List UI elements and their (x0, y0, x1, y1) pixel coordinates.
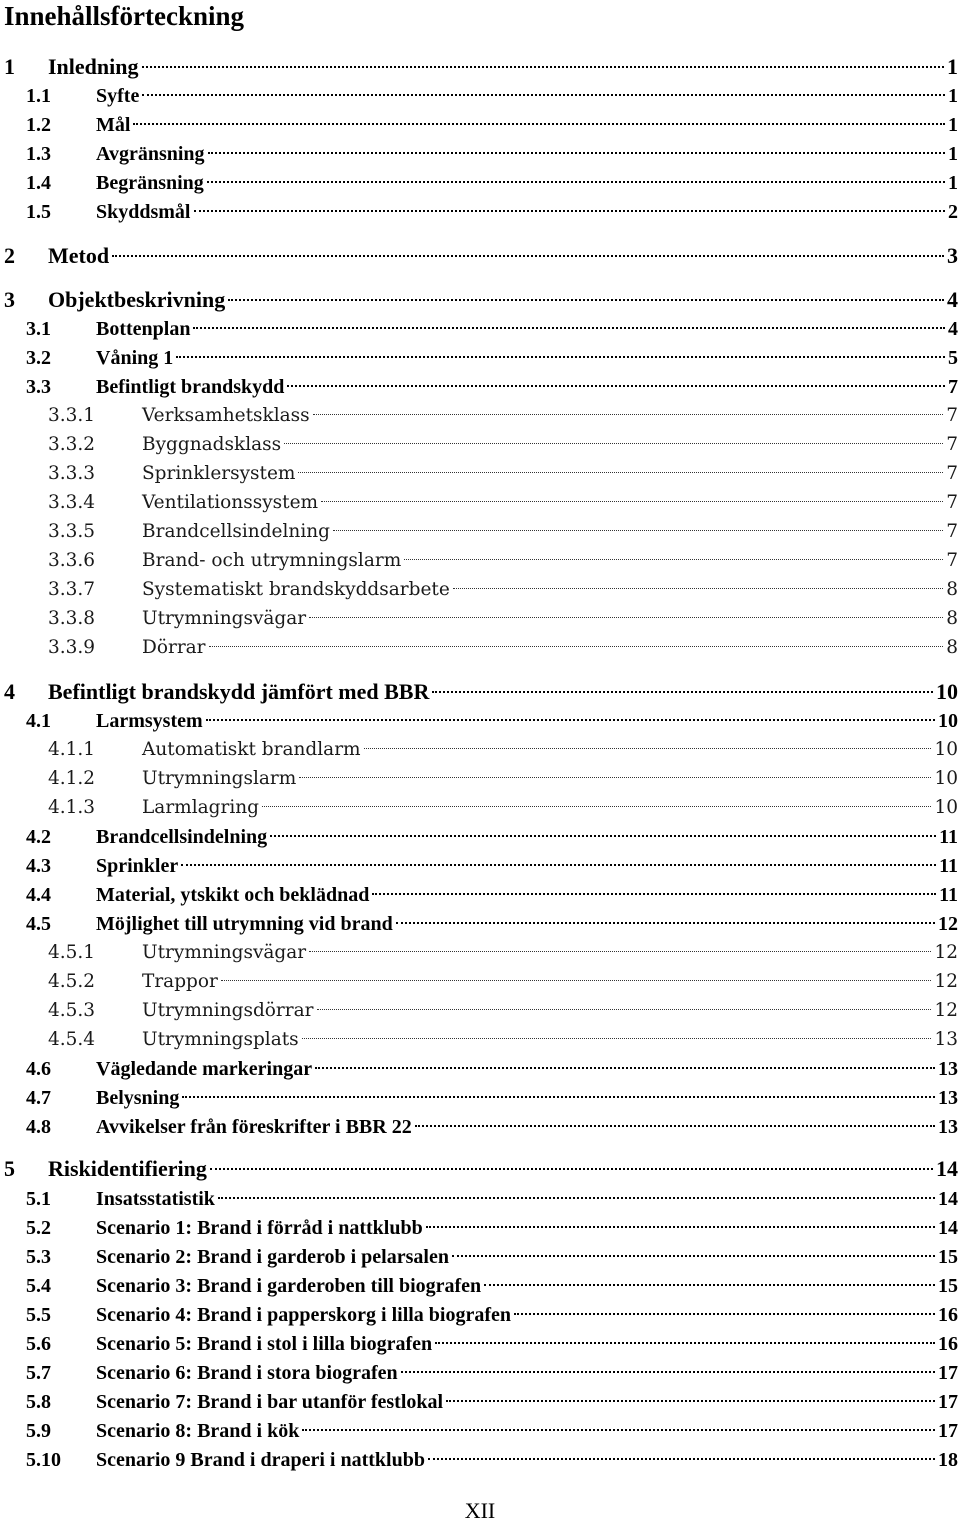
toc-entry-title: Dörrar (142, 637, 206, 658)
toc-entry-page: 7 (948, 376, 958, 398)
toc-entry[interactable] (0, 678, 960, 706)
dot-leader (209, 646, 944, 647)
dot-leader (284, 443, 943, 444)
toc-entry[interactable] (0, 286, 960, 314)
toc-entry-number: 3.1 (26, 318, 51, 340)
dot-leader (176, 356, 945, 358)
dot-leader (194, 210, 946, 212)
dot-leader (514, 1313, 935, 1315)
toc-entry-title: Skyddsmål (96, 201, 191, 223)
toc-entry-number: 4.8 (26, 1116, 51, 1138)
toc-entry-number: 4.5.4 (48, 1029, 96, 1050)
toc-entry-page: 1 (948, 172, 958, 194)
toc-entry[interactable] (0, 852, 960, 880)
dot-leader (299, 777, 931, 778)
toc-entry-page: 10 (938, 710, 958, 732)
toc-entry-title: Scenario 1: Brand i förråd i nattklubb (96, 1217, 423, 1239)
toc-entry-title: Scenario 4: Brand i papperskorg i lilla biografen (96, 1304, 512, 1326)
toc-entry[interactable] (0, 344, 960, 372)
toc-entry-page: 14 (938, 1217, 958, 1239)
toc-entry-number: 5.8 (26, 1391, 51, 1413)
toc-entry-title: Scenario 9 Brand i draperi i nattklubb (96, 1449, 425, 1471)
toc-entry[interactable] (0, 1084, 960, 1112)
toc-entry[interactable] (0, 1214, 960, 1242)
dot-leader (270, 835, 936, 837)
toc-entry-number: 5.4 (26, 1275, 51, 1297)
toc-entry[interactable] (0, 1113, 960, 1141)
toc-entry-title: Avvikelser från föreskrifter i BBR 22 (96, 1116, 412, 1138)
toc-entry-title: Avgränsning (96, 143, 205, 165)
toc-entry-title: Utrymningsdörrar (142, 1000, 314, 1021)
toc-entry-number: 3.3.1 (48, 405, 96, 426)
dot-leader (262, 806, 931, 807)
toc-entry-page: 10 (934, 797, 958, 818)
toc-entry-number: 4.5 (26, 913, 51, 935)
toc-entry-title: Byggnadsklass (142, 434, 282, 455)
toc-entry-title: Syfte (96, 85, 140, 107)
toc-entry-title: Brandcellsindelning (142, 521, 330, 542)
toc-entry-title: Larmsystem (96, 710, 203, 732)
toc-entry-number: 3.3.7 (48, 579, 96, 600)
dot-leader (210, 1168, 933, 1170)
dot-leader (208, 152, 945, 154)
toc-entry-title: Våning 1 (96, 347, 174, 369)
toc-entry-title: Sprinklersystem (142, 463, 296, 484)
toc-entry-title: Automatiskt brandlarm (142, 739, 361, 760)
toc-entry-title: Bottenplan (96, 318, 191, 340)
toc-entry-number: 4.1.3 (48, 797, 96, 818)
dot-leader (228, 299, 944, 301)
toc-entry-title: Mål (96, 114, 131, 136)
toc-entry-number: 1 (4, 54, 15, 79)
toc-entry-page: 18 (938, 1449, 958, 1471)
toc-entry[interactable] (0, 431, 960, 459)
toc-entry-page: 14 (936, 1156, 958, 1181)
dot-leader (317, 1009, 932, 1010)
dot-leader (112, 255, 944, 257)
dot-leader (432, 691, 933, 693)
toc-entry-page: 12 (938, 913, 958, 935)
toc-entry-number: 5.10 (26, 1449, 61, 1471)
toc-entry-number: 3.3 (26, 376, 51, 398)
toc-entry[interactable] (0, 111, 960, 139)
dot-leader (315, 1067, 935, 1069)
dot-leader (364, 748, 932, 749)
toc-entry-page: 13 (938, 1087, 958, 1109)
toc-entry-title: Scenario 7: Brand i bar utanför festlokal (96, 1391, 444, 1413)
toc-entry-number: 3.3.2 (48, 434, 96, 455)
toc-entry-title: Objektbeskrivning (48, 287, 226, 312)
toc-entry[interactable] (0, 1359, 960, 1387)
toc-entry[interactable] (0, 794, 960, 822)
toc-entry-title: Möjlighet till utrymning vid brand (96, 913, 393, 935)
dot-leader (415, 1125, 935, 1127)
toc-entry[interactable] (0, 402, 960, 430)
toc-entry-number: 4.1.2 (48, 768, 96, 789)
toc-entry-title: Scenario 6: Brand i stora biografen (96, 1362, 398, 1384)
toc-entry-number: 5.5 (26, 1304, 51, 1326)
toc-entry-title: Utrymningsplats (142, 1029, 299, 1050)
dot-leader (426, 1226, 935, 1228)
toc-entry-title: Trappor (142, 971, 218, 992)
toc-entry-page: 7 (946, 550, 958, 571)
toc-entry-number: 5.6 (26, 1333, 51, 1355)
toc-entry-page: 11 (939, 826, 958, 848)
toc-entry[interactable] (0, 1055, 960, 1083)
toc-entry[interactable] (0, 634, 960, 662)
dot-leader (142, 94, 945, 96)
dot-leader (302, 1038, 932, 1039)
dot-leader (396, 922, 935, 924)
toc-entry-page: 7 (946, 434, 958, 455)
dot-leader (435, 1342, 935, 1344)
toc-entry-page: 10 (934, 739, 958, 760)
dot-leader (207, 181, 945, 183)
toc-entry-page: 11 (939, 855, 958, 877)
toc-entry-page: 3 (947, 243, 958, 268)
toc-entry[interactable] (0, 1185, 960, 1213)
toc-entry-title: Verksamhetsklass (142, 405, 310, 426)
toc-entry[interactable] (0, 315, 960, 343)
dot-leader (372, 893, 936, 895)
toc-entry[interactable] (0, 736, 960, 764)
toc-entry-page: 5 (948, 347, 958, 369)
toc-entry-page: 14 (938, 1188, 958, 1210)
toc-entry[interactable] (0, 460, 960, 488)
dot-leader (298, 472, 943, 473)
toc-entry-page: 8 (946, 637, 958, 658)
toc-entry-page: 12 (934, 1000, 958, 1021)
toc-entry[interactable] (0, 910, 960, 938)
toc-entry[interactable] (0, 53, 960, 81)
toc-entry-number: 3.3.5 (48, 521, 96, 542)
toc-entry-page: 1 (948, 85, 958, 107)
dot-leader (309, 951, 931, 952)
toc-entry-page: 10 (934, 768, 958, 789)
toc-entry[interactable] (0, 1026, 960, 1054)
toc-entry[interactable] (0, 1417, 960, 1445)
toc-entry-title: Material, ytskikt och beklädnad (96, 884, 370, 906)
toc-entry-number: 3.3.4 (48, 492, 96, 513)
toc-entry-number: 5.9 (26, 1420, 51, 1442)
toc-entry[interactable] (0, 1446, 960, 1474)
toc-entry-page: 2 (948, 201, 958, 223)
toc-entry-number: 5.1 (26, 1188, 51, 1210)
toc-entry[interactable] (0, 198, 960, 226)
toc-entry-title: Larmlagring (142, 797, 260, 818)
toc-entry[interactable] (0, 489, 960, 517)
toc-entry-title: Riskidentifiering (48, 1156, 207, 1181)
toc-entry-number: 4.4 (26, 884, 51, 906)
toc-entry-page: 10 (936, 679, 958, 704)
dot-leader (309, 617, 943, 618)
toc-entry-number: 5.2 (26, 1217, 51, 1239)
toc-entry-number: 1.3 (26, 143, 51, 165)
toc-entry-page: 13 (938, 1116, 958, 1138)
toc-entry-page: 15 (938, 1275, 958, 1297)
toc-entry-page: 1 (948, 114, 958, 136)
toc-entry-number: 4.3 (26, 855, 51, 877)
toc-entry-page: 12 (934, 971, 958, 992)
toc-entry-title: Metod (48, 243, 110, 268)
toc-entry-number: 1.2 (26, 114, 51, 136)
toc-entry-number: 1.5 (26, 201, 51, 223)
toc-entry-title: Sprinkler (96, 855, 179, 877)
toc-entry-title: Scenario 2: Brand i garderob i pelarsalen (96, 1246, 449, 1268)
toc-entry-page: 17 (938, 1362, 958, 1384)
toc-entry[interactable] (0, 242, 960, 270)
toc-entry[interactable] (0, 576, 960, 604)
toc-entry-number: 2 (4, 243, 15, 268)
toc-entry-number: 3.2 (26, 347, 51, 369)
toc-entry-title: Insatsstatistik (96, 1188, 215, 1210)
dot-leader (193, 327, 945, 329)
toc-entry-page: 16 (938, 1304, 958, 1326)
toc-entry-title: Belysning (96, 1087, 180, 1109)
dot-leader (142, 66, 945, 68)
toc-entry-page: 7 (946, 405, 958, 426)
toc-entry-page: 7 (946, 521, 958, 542)
dot-leader (182, 1096, 935, 1098)
toc-entry[interactable] (0, 1155, 960, 1183)
toc-entry[interactable] (0, 547, 960, 575)
toc-entry[interactable] (0, 1330, 960, 1358)
toc-entry-number: 3.3.6 (48, 550, 96, 571)
toc-entry-number: 4.6 (26, 1058, 51, 1080)
dot-leader (221, 980, 932, 981)
toc-entry-number: 3.3.9 (48, 637, 96, 658)
dot-leader (484, 1284, 935, 1286)
dot-leader (321, 501, 943, 502)
toc-entry-title: Begränsning (96, 172, 204, 194)
toc-entry-number: 3.3.8 (48, 608, 96, 629)
toc-entry-title: Befintligt brandskydd (96, 376, 285, 398)
toc-entry-page: 1 (947, 54, 958, 79)
toc-entry[interactable] (0, 968, 960, 996)
toc-entry[interactable] (0, 823, 960, 851)
toc-entry-title: Utrymningsvägar (142, 942, 307, 963)
toc-entry[interactable] (0, 605, 960, 633)
toc-entry[interactable] (0, 707, 960, 735)
toc-entry-page: 11 (939, 884, 958, 906)
toc-entry-title: Inledning (48, 54, 139, 79)
toc-entry[interactable] (0, 1243, 960, 1271)
toc-entry-page: 8 (946, 608, 958, 629)
dot-leader (313, 414, 944, 415)
toc-entry-number: 4.2 (26, 826, 51, 848)
toc-entry[interactable] (0, 1301, 960, 1329)
dot-leader (452, 1255, 935, 1257)
toc-entry-page: 15 (938, 1246, 958, 1268)
toc-entry-number: 4 (4, 679, 15, 704)
toc-entry-page: 7 (946, 492, 958, 513)
toc-entry-number: 4.5.3 (48, 1000, 96, 1021)
toc-entry-title: Scenario 8: Brand i kök (96, 1420, 300, 1442)
toc-entry[interactable] (0, 1388, 960, 1416)
dot-leader (453, 588, 943, 589)
toc-entry[interactable] (0, 765, 960, 793)
toc-entry-title: Vägledande markeringar (96, 1058, 313, 1080)
toc-entry-page: 13 (934, 1029, 958, 1050)
toc-entry[interactable] (0, 1272, 960, 1300)
toc-entry-title: Systematiskt brandskyddsarbete (142, 579, 450, 600)
dot-leader (302, 1429, 935, 1431)
toc-entry[interactable] (0, 373, 960, 401)
dot-leader (404, 559, 943, 560)
toc-entry-number: 5 (4, 1156, 15, 1181)
page-number: XII (464, 1498, 496, 1523)
toc-entry[interactable] (0, 997, 960, 1025)
toc-entry[interactable] (0, 518, 960, 546)
toc-entry-number: 1.1 (26, 85, 51, 107)
toc-entry-page: 4 (947, 287, 958, 312)
toc-entry-number: 3 (4, 287, 15, 312)
toc-entry-page: 13 (938, 1058, 958, 1080)
dot-leader (333, 530, 943, 531)
toc-entry-title: Scenario 3: Brand i garderoben till biografen (96, 1275, 482, 1297)
toc-entry-title: Brandcellsindelning (96, 826, 268, 848)
toc-entry-title: Scenario 5: Brand i stol i lilla biografen (96, 1333, 433, 1355)
toc-heading: Innehållsförteckning (4, 1, 245, 31)
toc-entry-number: 4.7 (26, 1087, 51, 1109)
dot-leader (218, 1197, 935, 1199)
toc-entry-page: 8 (946, 579, 958, 600)
toc-entry-title: Utrymningsvägar (142, 608, 307, 629)
dot-leader (181, 864, 936, 866)
toc-entry-number: 4.5.2 (48, 971, 96, 992)
toc-entry[interactable] (0, 881, 960, 909)
toc-entry-page: 17 (938, 1420, 958, 1442)
toc-entry[interactable] (0, 939, 960, 967)
dot-leader (287, 385, 945, 387)
toc-entry-page: 12 (934, 942, 958, 963)
toc-entry-page: 7 (946, 463, 958, 484)
toc-entry-number: 3.3.3 (48, 463, 96, 484)
toc-entry-number: 4.5.1 (48, 942, 96, 963)
toc-entry-page: 16 (938, 1333, 958, 1355)
toc-entry-number: 1.4 (26, 172, 51, 194)
toc-entry-number: 5.3 (26, 1246, 51, 1268)
toc-entry[interactable] (0, 169, 960, 197)
toc-entry-page: 4 (948, 318, 958, 340)
toc-entry-number: 5.7 (26, 1362, 51, 1384)
toc-entry[interactable] (0, 140, 960, 168)
dot-leader (206, 719, 935, 721)
toc-entry-title: Brand- och utrymningslarm (142, 550, 402, 571)
dot-leader (428, 1458, 935, 1460)
toc-entry-title: Befintligt brandskydd jämfört med BBR (48, 679, 430, 704)
toc-entry-number: 4.1 (26, 710, 51, 732)
toc-entry-page: 17 (938, 1391, 958, 1413)
toc-entry-title: Utrymningslarm (142, 768, 297, 789)
toc-entry-page: 1 (948, 143, 958, 165)
toc-entry-title: Ventilationssystem (142, 492, 319, 513)
dot-leader (133, 123, 945, 125)
toc-entry[interactable] (0, 82, 960, 110)
dot-leader (446, 1400, 935, 1402)
toc-entry-number: 4.1.1 (48, 739, 96, 760)
dot-leader (401, 1371, 935, 1373)
